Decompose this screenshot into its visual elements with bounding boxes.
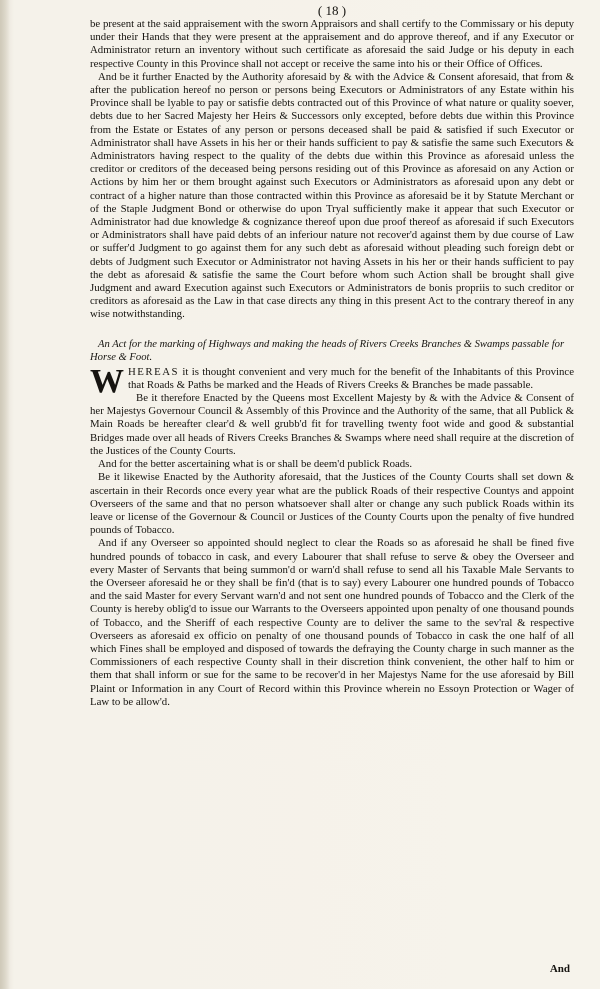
opening-word-caps: HEREAS [128, 365, 179, 378]
whereas-text: it is thought convenient and very much for the benefit of the Inhabitants of this Province that Roads & Paths be marked and the Heads of Rivers Creeks & Branches be made passable. [128, 365, 575, 391]
paragraph-justices-records: Be it likewise Enacted by the Authority aforesaid, that the Justices of the County Courts shall set down & ascertain in their Records once every year what are the publick Roads of their respective Countys and appoint Overseers of the same and that no person whatsoever shall alter or change any such publick Roads within its leave or license of the Governour & Council or Justices of the County Courts upon the penalty of five hundred pounds of Tobacco. [90, 471, 574, 537]
paragraph-enactment: Be it therefore Enacted by the Queens most Excellent Majesty by & with the Advice & Consent of her Majestys Governour Council & Assembly of this Province and the Authority of the same, that all Publick & Main Roads be hereafter clear'd & well grubb'd fit for travelling twenty foot wide and good & substantial Bridges made over all heads of Rivers Creeks Branches & Swamps where need shall require at the discretion of the Justices of the County Courts. [90, 392, 574, 457]
page-number: ( 18 ) [317, 3, 347, 18]
drop-cap-letter: W [90, 362, 124, 400]
binding-gutter-shadow [0, 0, 10, 989]
paragraph-overseer-fines: And if any Overseer so appointed should neglect to clear the Roads so as aforesaid he shall be fined five hundred pounds of tobacco in cask, and every Labourer that shall refuse to serve & obey the Overseer and every Master of Servants that being summon'd or warn'd shall refuse to send all his Taxable Male Servants to the Overseer aforesaid he or they shall be fin'd (that is to say) every Labourer one hundred pounds of Tobacco and the said Master for every Servant warn'd and not sent one hundred pounds of Tobacco and the Clerk of the County is hereby oblig'd to issue our Warrants to the Overseers appointed upon penalty of one thousand pounds of Tobacco, and the Sheriff of each respective County are to deliver the same to the sev'ral & respective Overseers as aforesaid ex officio on penalty of one thousand pounds of Tobacco in cask the one half of all which Fines shall be employed and disposed of towards the defraying the County charge in such manner as the Commissioners of each respective County shall in their discretion think convenient, the other half to him or them that shall inform or sue for the same to be recover'd in her Majestys Name for the use aforesaid by Bill Plaint or Information in any Court of Record within this Province wherein no Essoyn Protection or Wager of Law to be allow'd. [90, 537, 574, 708]
catchword: And [549, 963, 570, 975]
paragraph-ascertaining: And for the better ascertaining what is or shall be deem'd publick Roads. [98, 458, 413, 471]
paragraph-appraisement: be present at the said appraisement with the sworn Appraisors and shall certify to the Commissary or his deputy under their Hands that they were present at the appraisement and do approve thereof, and if any Executor or Administrator return an inventory without such certificate as aforesaid the said Judge or his deputy in each respective County in this Province shall not accept or receive the same into his or their Office of Offices. [90, 18, 574, 70]
paragraph-executors-debts: And be it further Enacted by the Authority aforesaid by & with the Advice & Consent aforesaid, that from & after the publication hereof no person or persons being Executors or Administrators of any Estate within his Province shall be lyable to pay or satisfie debts contracted out of this Province of what nature or quality soever, debts due to her Sacred Majesty her Heirs & Successors only excepted, before debts due within this Province from the Estate or Estates of any person or persons deceased shall be paid & satisfied if such Executor or Administrator shall have Assets in his her or their hands sufficient to pay & satisfie the same such Executors & Administrators having respect to the quality of the debts due within this Province as aforesaid unless the creditor or creditors of the deceased being persons residing out of this Province as aforesaid on any Action or Actions by him her or them brought against such Executors or Administrators as aforesaid upon any debt or contract of a higher nature than those contracted within this Province as aforesaid be it by Statute Merchant or of the Staple Judgment Bond or otherwise do upon Tryal sufficiently make it appear that such Executor or Administrator had due knowledge & cognizance thereof upon due proof thereof as aforesaid if such Executors or Administrators shall have paid debts of an inferiour nature not recover'd against them by due course of Law or suffer'd Judgment to go against them for any such debt as aforesaid without pleading such foreign debt or debts of Judgment such Executor or Administrator not having Assets in his her or their hands sufficient to pay the debt as aforesaid & satisfie the same the Court before whom such Action shall be brought shall give Judgment and award Execution against such Executors or Administrators de bonis propriis to such creditor or creditors as aforesaid as the Law in that case directs any thing in this present Act to the contrary thereof in any wise notwithstanding. [90, 70, 574, 321]
paragraph-whereas [90, 362, 575, 400]
act-title: An Act for the marking of Highways and making the heads of Rivers Creeks Branches & Swamps passable for Horse & Foot. [90, 338, 565, 363]
section-gap [90, 322, 574, 338]
